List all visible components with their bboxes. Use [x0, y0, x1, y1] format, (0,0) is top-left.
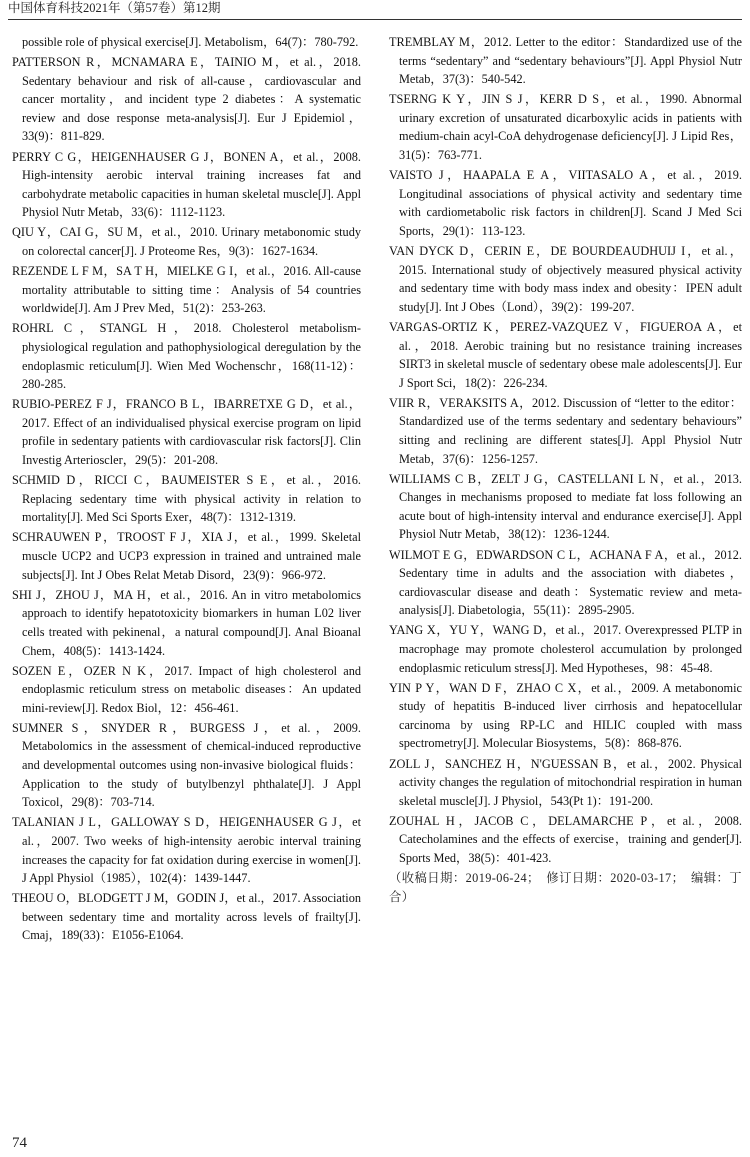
reference-item: TSERNG K Y，JIN S J，KERR D S，et al.，1990. Abnormal urinary excretion of unsaturated dicarboxylic acids in patients with medium-chain acyl-CoA dehydrogenase deficiency[J]. J Lipid Res，31(5)：763-771. [389, 92, 742, 163]
reference-item: TREMBLAY M，2012. Letter to the editor：Standardized use of the terms “sedentary” and “sedentary behaviours”[J]. Appl Physiol Nutr Metab，37(3)：540-542. [389, 35, 742, 87]
reference-continuation: possible role of physical exercise[J]. Metabolism，64(7)：780-792. [22, 35, 359, 49]
reference-item: RUBIO-PEREZ F J，FRANCO B L，IBARRETXE G D，et al.，2017. Effect of an individualised physical exercise program on lipid profile in sedentary patients with cardiovascular risk factors[J]. Clin Investig Arterioscler，29(5)：201-208. [12, 397, 361, 468]
reference-item: SCHRAUWEN P，TROOST F J，XIA J，et al.，1999. Skeletal muscle UCP2 and UCP3 expression in trained and untrained male subjects[J]. Int J Obes Relat Metab Disord，23(9)：966-972. [12, 530, 361, 582]
running-header: 中国体育科技2021年（第57卷）第12期 [8, 1, 221, 15]
reference-item: THEOU O，BLODGETT J M，GODIN J，et al.，2017. Association between sedentary time and mortality across levels of frailty[J]. Cmaj，189(33)：E1056-E1064. [12, 891, 361, 943]
reference-item: WILLIAMS C B，ZELT J G，CASTELLANI L N，et al.，2013. Changes in mechanisms proposed to mediate fat loss following an acute bout of high-intensity interval and endurance exercise[J]. Appl Physiol Nutr Metab，38(12)：1236-1244. [389, 471, 742, 542]
received-date-note: （收稿日期：2019-06-24； 修订日期：2020-03-17； 编辑：丁合） [389, 871, 742, 904]
reference-item: ZOUHAL H，JACOB C，DELAMARCHE P，et al.，2008. Catecholamines and the effects of exercise，training and gender[J]. Sports Med，38(5)：401-423. [389, 813, 742, 866]
reference-item: VIIR R，VERAKSITS A，2012. Discussion of “letter to the editor：Standardized use of the terms sedentary and sedentary behaviours” sitting and reclining are different states[J]. Appl Physiol Nutr Metab，37(6)：1256-1257. [389, 395, 742, 466]
reference-item: ROHRL C，STANGL H，2018. Cholesterol metabolism-physiological regulation and pathophysiological deregulation by the endoplasmic reticulum[J]. Wien Med Wochenschr，168(11-12)：280-285. [12, 321, 361, 392]
reference-item: SUMNER S，SNYDER R，BURGESS J，et al.，2009. Metabolomics in the assessment of chemical-induced reproductive and developmental outcomes using non-invasive biological fluids：Application to the study of butylbenzyl phthalate[J]. J Appl Toxicol，29(8)：703-714. [12, 720, 361, 810]
reference-item: PERRY C G，HEIGENHAUSER G J，BONEN A，et al.，2008. High-intensity aerobic interval training increases fat and carbohydrate metabolic capacities in human skeletal muscle[J]. Appl Physiol Nutr Metab，33(6)：1112-1123. [12, 149, 361, 220]
header-rule [8, 19, 742, 20]
reference-list-left [12, 33, 361, 947]
reference-item: YANG X，YU Y，WANG D，et al.，2017. Overexpressed PLTP in macrophage may promote cholesterol accumulation by prolonged endoplasmic reticulum stress[J]. Med Hypotheses，98：45-48. [389, 623, 742, 675]
reference-item: YIN P Y，WAN D F，ZHAO C X，et al.，2009. A metabonomic study of hepatitis B-induced liver cirrhosis and hepatocellular carcinoma by using RP-LC and HILIC coupled with mass spectrometry[J]. Molecular Biosystems，5(8)：868-876. [389, 680, 742, 751]
reference-item: WILMOT E G，EDWARDSON C L，ACHANA F A，et al.，2012. Sedentary time in adults and the association with diabetes，cardiovascular disease and death：Systematic review and meta-analysis[J]. Diabetologia，55(11)：2895-2905. [389, 547, 742, 618]
reference-list-right [389, 33, 742, 906]
reference-item: QIU Y，CAI G，SU M，et al.，2010. Urinary metabonomic study on colorectal cancer[J]. J Proteome Res，9(3)：1627-1634. [12, 225, 361, 259]
reference-item: SHI J，ZHOU J，MA H，et al.，2016. An in vitro metabolomics approach to identify hepatotoxicity biomarkers in human L02 liver cells treated with pekinenal，a natural compound[J]. Anal Bioanal Chem，408(5)：1413-1424. [12, 587, 361, 658]
reference-item: ZOLL J，SANCHEZ H，N'GUESSAN B，et al.，2002. Physical activity changes the regulation of mitochondrial respiration in human skeletal muscle[J]. J Physiol，543(Pt 1)：191-200. [389, 756, 742, 808]
reference-item: SCHMID D，RICCI C，BAUMEISTER S E，et al.，2016. Replacing sedentary time with physical activity in relation to mortality[J]. Med Sci Sports Exer，48(7)：1312-1319. [12, 473, 361, 525]
reference-item: VARGAS-ORTIZ K，PEREZ-VAZQUEZ V，FIGUEROA A，et al.，2018. Aerobic training but no resistance training increases SIRT3 in skeletal muscle of sedentary obese male adolescents[J]. Eur J Sport Sci，18(2)：226-234. [389, 319, 742, 390]
reference-item: REZENDE L F M，SA T H，MIELKE G I，et al.，2016. All-cause mortality attributable to sitting time：Analysis of 54 countries worldwide[J]. Am J Prev Med，51(2)：253-263. [12, 264, 361, 316]
reference-item: VAISTO J，HAAPALA E A，VIITASALO A，et al.，2019. Longitudinal associations of physical activity and sedentary time with cardiometabolic risk factors in children[J]. Scand J Med Sci Sports，29(1)：113-123. [389, 168, 742, 238]
reference-item: TALANIAN J L，GALLOWAY S D，HEIGENHAUSER G J，et al.，2007. Two weeks of high-intensity aerobic interval training increases the capacity for fat oxidation during exercise in women[J]. J Appl Physiol（1985），102(4)：1439-1447. [12, 815, 361, 886]
reference-item: SOZEN E，OZER N K，2017. Impact of high cholesterol and endoplasmic reticulum stress on metabolic diseases：An updated mini-review[J]. Redox Biol，12：456-461. [12, 663, 361, 715]
page-number: 74 [12, 1135, 27, 1151]
reference-item: VAN DYCK D，CERIN E，DE BOURDEAUDHUIJ I，et al.，2015. International study of objectively measured physical activity and sedentary time with body mass index and obesity：IPEN adult study[J]. Int J Obes（Lond），39(2)：199-207. [389, 244, 742, 314]
reference-item: PATTERSON R，MCNAMARA E，TAINIO M，et al.，2018. Sedentary behaviour and risk of all-cause，cardiovascular and cancer mortality，and incident type 2 diabetes：A systematic review and dose response meta-analysis[J]. Eur J Epidemiol，33(9)：811-829. [12, 55, 361, 144]
